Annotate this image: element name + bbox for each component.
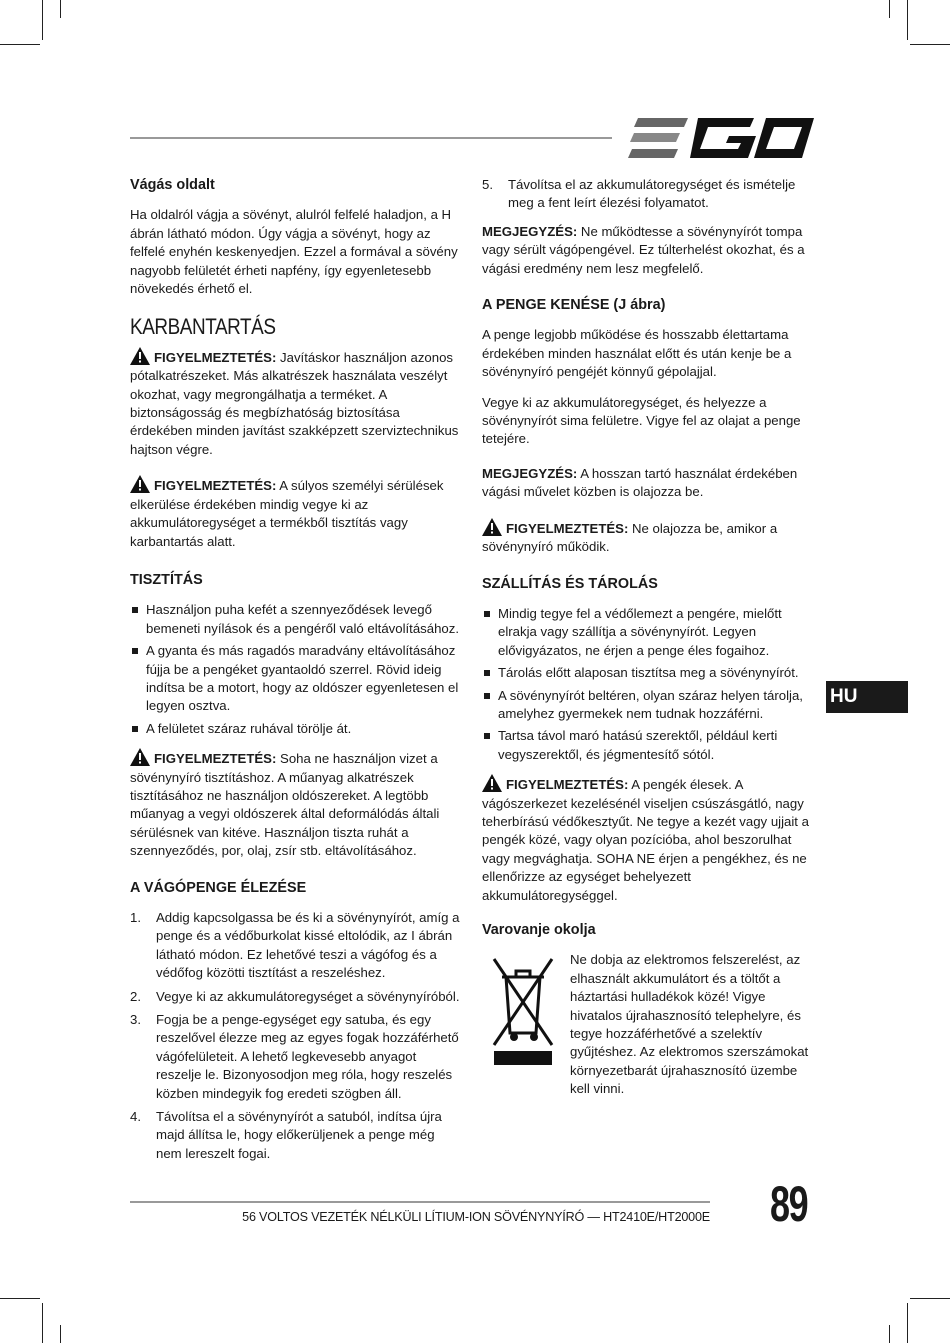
section-title-karbantartas: KARBANTARTÁS	[130, 314, 276, 340]
list-item	[130, 988, 460, 1006]
warning-triangle-icon	[130, 347, 150, 365]
section-title-szallitas: SZÁLLÍTÁS ÉS TÁROLÁS	[482, 575, 658, 592]
warning-label: FIGYELMEZTETÉS:	[154, 349, 277, 365]
cleaning-list	[130, 601, 460, 738]
list-item	[482, 176, 814, 213]
storage-list	[482, 605, 814, 764]
warning-block-2	[130, 475, 460, 551]
step-number: 5.	[482, 177, 493, 192]
warning-label: FIGYELMEZTETÉS:	[154, 478, 277, 494]
language-tab: HU	[826, 681, 908, 713]
note-block-1	[482, 223, 814, 278]
warning-label: FIGYELMEZTETÉS:	[506, 520, 629, 536]
list-item: A felületet száraz ruhával törölje át.	[130, 720, 460, 738]
note-text: Ne működtesse a sövénynyírót tompa vagy sérült vágópengével. Ez túlterhelést okozhat, és a vágási eredmény nem lesz megfelelő.	[482, 223, 805, 276]
list-item: Tárolás előtt alaposan tisztítsa meg a sövénynyírót.	[482, 664, 814, 682]
warning-text: Javításkor használjon azonos pótalkatrészeket. Más alkatrészek használata veszélyt okozhat, vagy megrongálhatja a terméket. A biztonságosság és megbízhatóság biztosítása érdekében minden javítást szakképzett szerviztechnikus hajtson végre.	[130, 349, 459, 457]
page-number: 89	[770, 1176, 808, 1232]
note-text: A hosszan tartó használat érdekében vágási művelet közben is olajozza be.	[482, 465, 798, 500]
list-item: Tartsa távol maró hatású szerektől, például kerti vegyszerektől, és jégmentesítő sótól.	[482, 727, 814, 764]
crop-mark	[42, 0, 43, 40]
crop-mark	[0, 44, 40, 45]
recycling-section	[482, 951, 814, 1098]
note-label: MEGJEGYZÉS:	[482, 465, 578, 481]
warning-text: A súlyos személyi sérülések elkerülése érdekében mindig vegye ki az akkumulátoregységet a termékből tisztítás vagy karbantartás alatt.	[130, 478, 444, 549]
section-title-tisztitas: TISZTÍTÁS	[130, 571, 203, 588]
warning-block-4	[482, 518, 814, 557]
crop-mark	[889, 1325, 890, 1343]
warning-block-1	[130, 347, 460, 459]
crop-mark	[889, 0, 890, 18]
section-title-vagas: Vágás oldalt	[130, 177, 215, 193]
note-label: MEGJEGYZÉS:	[482, 223, 578, 239]
step-text: Távolítsa el a sövénynyírót a satuból, indítsa újra majd állítsa le, hogy előkerüljenek a penge még nem lereszelt fogai.	[156, 1109, 442, 1161]
list-item	[130, 909, 460, 983]
crop-mark	[42, 1303, 43, 1343]
list-item: Használjon puha kefét a szennyeződések levegő bemeneti nyílások és a pengéről való eltávolításához.	[130, 601, 460, 638]
step-text: Fogja be a penge-egységet egy satuba, és egy reszelővel élezze meg az egyes fogak hozzáférhető vágófelületeit. A lehető legkevesebb anyagot reszelje le. Bizonyosodjon meg róla, hogy reszelés közben mindegyik fog eredeti szögben áll.	[156, 1012, 459, 1101]
warning-block-5	[482, 774, 814, 905]
note-block-2	[482, 465, 814, 502]
crop-mark	[0, 1298, 40, 1299]
warning-label: FIGYELMEZTETÉS:	[154, 751, 277, 767]
sharpening-steps-continued	[482, 176, 814, 213]
warning-triangle-icon	[482, 774, 502, 792]
warning-text: Soha ne használjon vizet a sövénynyíró tisztításhoz. A műanyag alkatrészek tisztításához ne használjon oldószereket. A legtöbb műanyag a vegyi oldószerek által deformálódás általi sérülésnek van kitéve. Használjon tiszta ruhát a szennyeződés, por, olaj, zsír stb. eltávolításához.	[130, 751, 440, 859]
crop-mark	[60, 0, 61, 18]
header-rule	[130, 137, 612, 139]
step-number: 2.	[130, 988, 141, 1004]
section-title-elezes: A VÁGÓPENGE ÉLEZÉSE	[130, 879, 307, 896]
warning-triangle-icon	[482, 518, 502, 536]
footer-rule	[130, 1201, 710, 1203]
crop-mark	[60, 1325, 61, 1343]
list-item	[130, 1108, 460, 1163]
warning-triangle-icon	[130, 748, 150, 766]
section-title-kenes: A PENGE KENÉSE (J ábra)	[482, 297, 666, 314]
footer-title: 56 VOLTOS VEZETÉK NÉLKÜLI LÍTIUM-ION SÖVÉNYNYÍRÓ — HT2410E/HT2000E	[242, 1210, 710, 1224]
step-number: 3.	[130, 1012, 141, 1028]
warning-text: A pengék élesek. A vágószerkezet kezelésénél viseljen csúszásgátló, nagy teherbírású védőkesztyűt. Ne tegye a kezét vagy ujjait a pengék közé, vagy olyan pozícióba, ahol beszorulhat vagy megvághatja. SOHA NE érjen a pengékhez, és ne ellenőrizze az egységet behelyezett akkumulátoregységgel.	[482, 777, 809, 903]
warning-label: FIGYELMEZTETÉS:	[506, 777, 629, 793]
crop-mark	[907, 1303, 908, 1343]
right-column	[482, 176, 814, 1099]
step-number: 4.	[130, 1109, 141, 1125]
crossed-bin-icon	[490, 955, 556, 1067]
step-text: Vegye ki az akkumulátoregységet a sövénynyíróból.	[156, 988, 460, 1004]
warning-block-3	[130, 748, 460, 860]
step-number: 1.	[130, 910, 141, 925]
paragraph-kenes-1: A penge legjobb működése és hosszabb élettartama érdekében minden használat előtt és után kenje be a sövénynyíró pengéjét könnyű gépolajjal.	[482, 327, 792, 380]
left-column	[130, 176, 460, 1173]
crop-mark	[910, 1298, 950, 1299]
sharpening-steps	[130, 909, 460, 1163]
crop-mark	[910, 44, 950, 45]
warning-triangle-icon	[130, 475, 150, 493]
paragraph-vagas: Ha oldalról vágja a sövényt, alulról felfelé haladjon, a H ábrán látható módon. Úgy vágja a sövényt, hogy az felfelé enyhén keskenyedjen. Ezzel a formával a sövény nagyobb felületét érheti napfény, így egyenletesebb növekedés érhető el.	[130, 207, 458, 297]
list-item: A gyanta és más ragadós maradvány eltávolításához fújja be a pengéket gyantaoldó szerrel. Rövid ideig indítsa be a motort, hogy az oldószer egyenletesen el legyen osztva.	[130, 642, 460, 716]
section-title-varovanje: Varovanje okolja	[482, 922, 596, 938]
step-text: Addig kapcsolgassa be és ki a sövénynyírót, amíg a penge és a védőburkolat kissé eltolódik, az I ábrán látható módon. Ez lehetővé teszi a vágófog és a védőfog közötti tisztítást a reszeléshez.	[156, 910, 460, 981]
paragraph-kenes-2: Vegye ki az akkumulátoregységet, és helyezze a sövénynyírót sima felületre. Vigye fel az olajat a penge tetejére.	[482, 394, 801, 447]
list-item: Mindig tegye fel a védőlemezt a pengére, mielőtt elrakja vagy szállítja a sövénynyírót. Legyen elővigyázatos, ne érjen a penge éles fogaihoz.	[482, 605, 814, 660]
crop-mark	[907, 0, 908, 40]
list-item: A sövénynyírót beltéren, olyan száraz helyen tárolja, amelyhez gyermekek nem tudnak hozzáférni.	[482, 687, 814, 724]
recycling-text: Ne dobja az elektromos felszerelést, az elhasznált akkumulátort és a töltőt a háztartási hulladékok közé! Vigye hivatalos újrahasznosító telephelyre, és tegye hozzáférhetővé a szelektív gyűjtéshez. Az elektromos szerszámokat környezetbarát újrahasznosító üzembe kell vinni.	[570, 952, 809, 1097]
warning-text: Ne olajozza be, amikor a sövénynyíró működik.	[482, 520, 778, 555]
step-text: Távolítsa el az akkumulátoregységet és ismételje meg a fent leírt élezési folyamatot.	[508, 177, 796, 211]
list-item	[130, 1011, 460, 1103]
ego-logo	[628, 116, 814, 160]
